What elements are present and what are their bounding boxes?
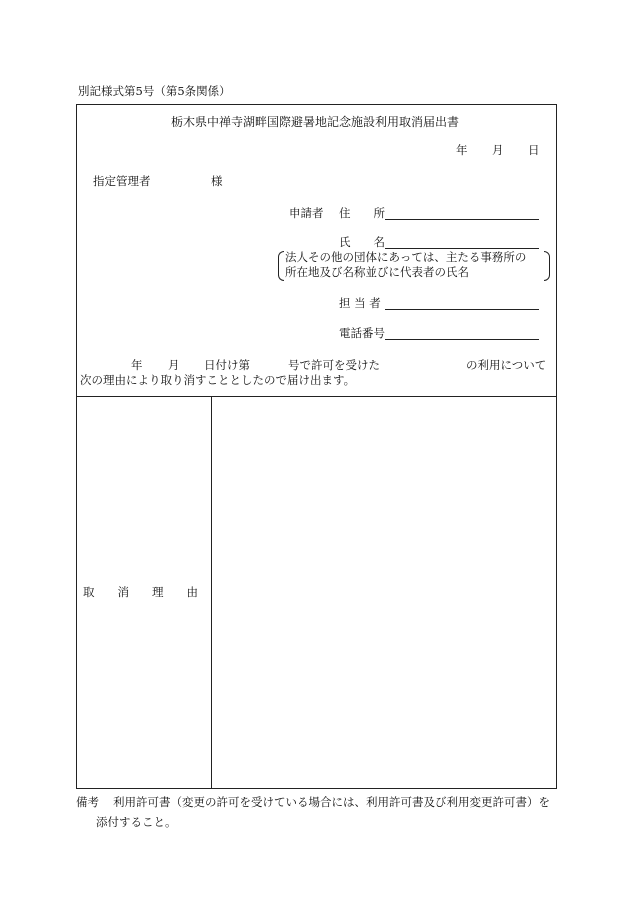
reason-table-divider — [211, 396, 212, 789]
note-line1: 利用許可書（変更の許可を受けている場合には、利用許可書及び利用変更許可書）を — [113, 795, 550, 809]
note-bracket-left — [278, 251, 284, 281]
addressee-honorific: 様 — [211, 174, 223, 188]
statement-month: 月 — [168, 358, 180, 372]
statement-line2: 次の理由により取り消すこととしたので届け出ます。 — [80, 373, 356, 387]
date-day-label: 日 — [528, 143, 540, 157]
person-in-charge-label: 担 当 者 — [339, 296, 381, 310]
note-bracket-right — [544, 251, 550, 281]
form-title: 栃木県中禅寺湖畔国際避暑地記念施設利用取消届出書 — [170, 115, 459, 129]
corporate-note-line1: 法人その他の団体にあっては、主たる事務所の — [285, 250, 527, 264]
person-in-charge-field[interactable] — [385, 309, 539, 310]
form-label: 別記様式第5号（第5条関係） — [78, 84, 231, 98]
note-label: 備考 — [76, 795, 99, 809]
address-field[interactable] — [385, 219, 539, 220]
statement-year: 年 — [131, 358, 143, 372]
phone-field[interactable] — [385, 339, 539, 340]
corporate-note-line2: 所在地及び名称並びに代表者の氏名 — [285, 265, 469, 279]
phone-label: 電話番号 — [339, 326, 385, 340]
applicant-label: 申請者 — [289, 206, 324, 220]
statement-permit-text: 号で許可を受けた — [288, 358, 380, 372]
reason-label: 取 消 理 由 — [83, 585, 198, 599]
name-label: 氏 名 — [339, 235, 385, 249]
statement-dated-no: 日付け第 — [204, 358, 250, 372]
date-year-label: 年 — [456, 143, 468, 157]
reason-field[interactable] — [213, 398, 555, 787]
statement-usage-text: の利用について — [466, 358, 547, 372]
note-line2: 添付すること。 — [96, 815, 177, 829]
name-field[interactable] — [385, 248, 539, 249]
addressee-role: 指定管理者 — [93, 174, 151, 188]
address-label: 住 所 — [339, 206, 385, 220]
date-month-label: 月 — [492, 143, 504, 157]
